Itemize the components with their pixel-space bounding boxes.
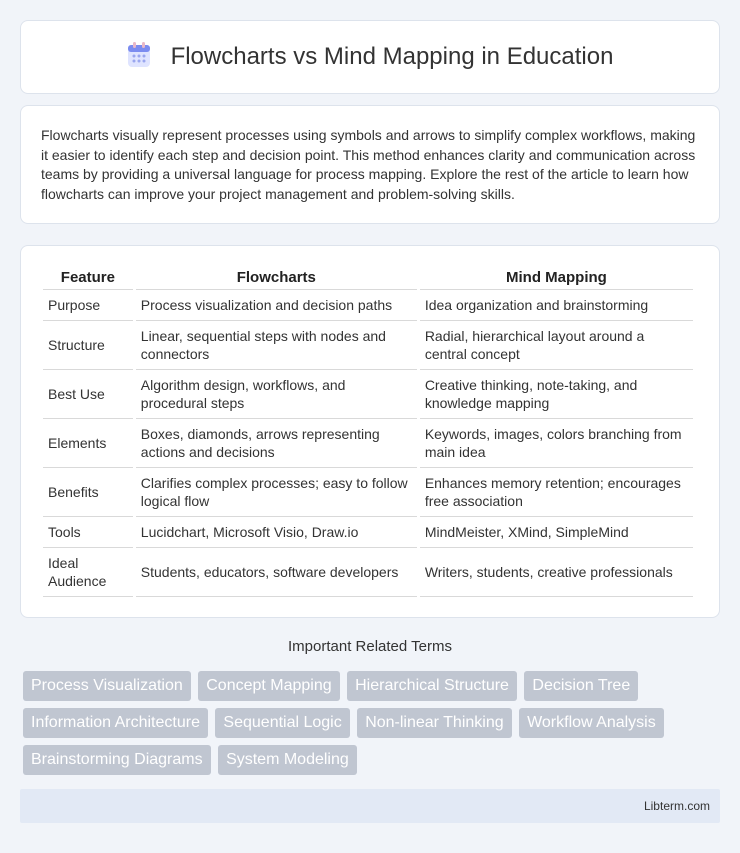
header-card xyxy=(20,20,720,94)
table-row xyxy=(43,321,693,370)
cell-mind-mapping: Creative thinking, note-taking, and knowledge mapping xyxy=(420,370,693,419)
footer-site-link[interactable]: Libterm.com xyxy=(643,799,710,813)
intro-paragraph: Flowcharts visually represent processes using symbols and arrows to simplify complex workflows, making it easier to identify each step and decision point. This method enhances clarity and communication across teams by providing a universal language for process mapping. Explore the rest of the article to learn how flowcharts can improve your project management and problem-solving skills. xyxy=(41,127,696,202)
tag-brainstorming-diagrams[interactable]: Brainstorming Diagrams xyxy=(23,745,211,775)
cell-mind-mapping: Enhances memory retention; encourages free association xyxy=(420,468,693,517)
related-terms-tags xyxy=(23,671,723,782)
intro-card xyxy=(20,105,720,224)
tag-decision-tree[interactable]: Decision Tree xyxy=(524,671,638,701)
comparison-table xyxy=(40,266,696,597)
calendar-grid-icon xyxy=(127,42,151,73)
tag-concept-mapping[interactable]: Concept Mapping xyxy=(198,671,339,701)
table-row xyxy=(43,370,693,419)
tag-non-linear-thinking[interactable]: Non-linear Thinking xyxy=(357,708,511,738)
cell-mind-mapping: Keywords, images, colors branching from main idea xyxy=(420,419,693,468)
cell-flowcharts: Lucidchart, Microsoft Visio, Draw.io xyxy=(136,517,417,548)
row-label: Ideal Audience xyxy=(43,548,133,597)
table-row xyxy=(43,290,693,321)
header-mind-mapping: Mind Mapping xyxy=(420,266,693,290)
tag-sequential-logic[interactable]: Sequential Logic xyxy=(215,708,349,738)
table-row xyxy=(43,548,693,597)
tag-process-visualization[interactable]: Process Visualization xyxy=(23,671,191,701)
tag-system-modeling[interactable]: System Modeling xyxy=(218,745,357,775)
cell-mind-mapping: Idea organization and brainstorming xyxy=(420,290,693,321)
row-label: Elements xyxy=(43,419,133,468)
cell-flowcharts: Process visualization and decision paths xyxy=(136,290,417,321)
table-row xyxy=(43,468,693,517)
cell-flowcharts: Students, educators, software developers xyxy=(136,548,417,597)
row-label: Tools xyxy=(43,517,133,548)
cell-flowcharts: Algorithm design, workflows, and procedural steps xyxy=(136,370,417,419)
cell-mind-mapping: Radial, hierarchical layout around a central concept xyxy=(420,321,693,370)
cell-flowcharts: Boxes, diamonds, arrows representing actions and decisions xyxy=(136,419,417,468)
row-label: Benefits xyxy=(43,468,133,517)
page-title: Flowcharts vs Mind Mapping in Education xyxy=(170,43,614,70)
related-terms-title: Important Related Terms xyxy=(288,638,452,655)
row-label: Structure xyxy=(43,321,133,370)
tag-workflow-analysis[interactable]: Workflow Analysis xyxy=(519,708,664,738)
row-label: Purpose xyxy=(43,290,133,321)
cell-flowcharts: Clarifies complex processes; easy to follow logical flow xyxy=(136,468,417,517)
table-row xyxy=(43,517,693,548)
footer xyxy=(20,789,720,823)
header-flowcharts: Flowcharts xyxy=(136,266,417,290)
cell-flowcharts: Linear, sequential steps with nodes and connectors xyxy=(136,321,417,370)
cell-mind-mapping: Writers, students, creative professionals xyxy=(420,548,693,597)
tag-hierarchical-structure[interactable]: Hierarchical Structure xyxy=(347,671,517,701)
comparison-table-card xyxy=(20,245,720,618)
table-row xyxy=(43,419,693,468)
row-label: Best Use xyxy=(43,370,133,419)
tag-information-architecture[interactable]: Information Architecture xyxy=(23,708,208,738)
header-feature: Feature xyxy=(43,266,133,290)
cell-mind-mapping: MindMeister, XMind, SimpleMind xyxy=(420,517,693,548)
